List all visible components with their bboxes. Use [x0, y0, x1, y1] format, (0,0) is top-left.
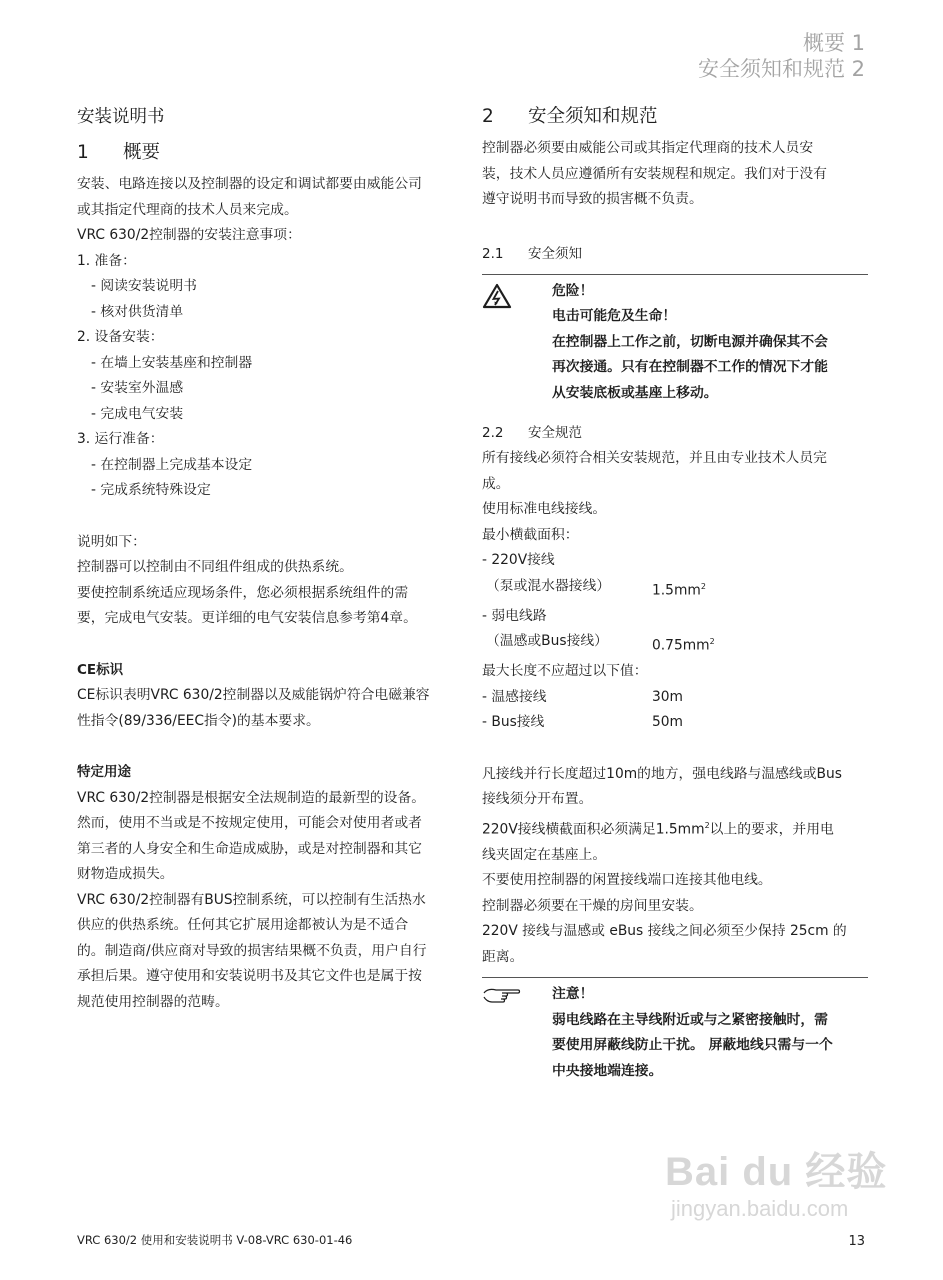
intro-line: 或其指定代理商的技术人员来完成。	[77, 201, 298, 218]
section-2-intro-line: 装，技术人员应遵循所有安装规程和规定。我们对于没有	[482, 165, 827, 182]
subsection-2-1-number: 2.1	[482, 245, 504, 262]
max-row-label: - 温感接线	[482, 688, 547, 705]
use-line: VRC 630/2控制器是根据安全法规制造的最新型的设备。	[77, 789, 426, 806]
section-2-title: 安全须知和规范	[528, 106, 658, 127]
use-line: 的。制造商/供应商对导致的损害结果概不负责，用户自行	[77, 942, 427, 959]
danger-line: 危险！	[552, 282, 594, 299]
rule-line: 接线须分开布置。	[482, 791, 593, 808]
header-chapter-2: 安全须知和规范 2	[697, 57, 865, 81]
right-column	[482, 104, 868, 1084]
subsection-2-1-heading	[482, 241, 868, 267]
step-item: - 安装室外温感	[91, 380, 184, 396]
danger-line: 再次接通。只有在控制器不工作的情况下才能	[552, 359, 828, 375]
step-item: - 在控制器上完成基本设定	[91, 456, 253, 473]
rule-line: 控制器必须要在干燥的房间里安装。	[482, 897, 703, 914]
use-line: 财物造成损失。	[77, 866, 174, 882]
spec-row-weak	[482, 629, 868, 659]
document-title: 安装说明书	[77, 107, 165, 127]
section-1-title: 概要	[123, 142, 161, 163]
subsection-2-2-number: 2.2	[482, 425, 504, 441]
danger-line: 从安装底板或基座上移动。	[552, 384, 718, 401]
cable-weak-value: $0.75mm^2$	[652, 637, 715, 654]
max-row-value: 30m	[652, 688, 683, 705]
ce-line: CE标识表明VRC 630/2控制器以及威能锅炉符合电磁兼容	[77, 687, 430, 703]
note-line: 弱电线路在主导线附近或与之紧密接触时，需	[552, 1011, 828, 1028]
step-item: - 完成系统特殊设定	[91, 482, 211, 498]
intro-line: VRC 630/2控制器的安装注意事项：	[77, 227, 301, 243]
cable-weak-sub: （温感或Bus接线）	[486, 633, 608, 650]
danger-line: 电击可能危及生命！	[552, 308, 677, 324]
footer-doc-id: VRC 630/2 使用和安装说明书 V-08-VRC 630-01-46	[77, 1233, 353, 1247]
section-2-intro-line: 遵守说明书而导致的损害概不负责。	[482, 191, 703, 207]
rule-line: 线夹固定在基座上。	[482, 846, 607, 863]
rule-line: 所有接线必须符合相关安装规范，并且由专业技术人员完	[482, 450, 827, 466]
max-length-title: 最大长度不应超过以下值：	[482, 663, 648, 680]
cable-220-label: - 220V接线	[482, 552, 555, 568]
step-title: 3. 运行准备：	[77, 431, 164, 447]
max-row-value: 50m	[652, 714, 683, 731]
ce-line: 性指令(89/336/EEC指令)的基本要求。	[77, 712, 320, 729]
explain-line: 要使控制系统适应现场条件，您必须根据系统组件的需	[77, 584, 409, 601]
watermark-logo: Bai du 经验	[665, 1150, 888, 1194]
pointing-hand-icon	[482, 986, 522, 1004]
left-column	[77, 104, 462, 1015]
rule-line: 不要使用控制器的闲置接线端口连接其他电线。	[482, 872, 772, 889]
use-line: VRC 630/2控制器有BUS控制系统，可以控制有生活热水	[77, 891, 426, 908]
explain-line: 说明如下：	[77, 533, 146, 550]
note-notice	[482, 982, 868, 1084]
use-line: 供应的供热系统。任何其它扩展用途都被认为是不适合	[77, 917, 409, 933]
rule-line: 成。	[482, 475, 510, 492]
spec-row-bus	[482, 710, 868, 736]
section-1-number: 1	[77, 142, 89, 163]
step-item: - 阅读安装说明书	[91, 278, 197, 294]
rule-line: 220V 接线与温感或 eBus 接线之间必须至少保持 25cm 的	[482, 923, 847, 940]
rule-line: 使用标准电线接线。	[482, 501, 607, 517]
electric-hazard-icon	[482, 283, 512, 309]
section-1-heading	[77, 140, 462, 166]
rule-line: 凡接线并行长度超过10m的地方，强电线路与温感线或Bus	[482, 765, 842, 782]
cable-220-value: $1.5mm^2$	[652, 581, 706, 599]
use-line: 承担后果。遵守使用和安装说明书及其它文件也是属于按	[77, 968, 422, 984]
step-item: - 核对供货清单	[91, 303, 184, 320]
rule-line: 220V接线横截面积必须满足$1.5mm^2$以上的要求，并用电	[482, 820, 834, 838]
step-title: 2. 设备安装：	[77, 329, 164, 345]
header-chapter-1: 概要 1	[802, 31, 865, 55]
step-item: - 完成电气安装	[91, 405, 184, 422]
danger-line: 在控制器上工作之前，切断电源并确保其不会	[552, 333, 828, 350]
intro-line: 安装、电路连接以及控制器的设定和调试都要由威能公司	[77, 176, 422, 192]
explain-line: 控制器可以控制由不同组件组成的供热系统。	[77, 559, 353, 575]
page-number: 13	[848, 1234, 865, 1249]
paw-icon	[753, 1152, 754, 1153]
danger-divider	[482, 274, 868, 275]
step-title: 1. 准备：	[77, 252, 136, 269]
cable-weak-label: - 弱电线路	[482, 607, 547, 624]
intended-use-heading: 特定用途	[77, 764, 131, 780]
subsection-2-1-title: 安全须知	[528, 245, 582, 262]
note-line: 注意！	[552, 986, 594, 1003]
section-2-number: 2	[482, 106, 494, 127]
subsection-2-2-heading	[482, 420, 868, 446]
section-2-heading	[482, 104, 868, 130]
baidu-jingyan-watermark	[665, 1140, 905, 1250]
use-line: 第三者的人身安全和生命造成威胁，或是对控制器和其它	[77, 840, 422, 857]
subsection-2-2-title: 安全规范	[528, 425, 582, 441]
spec-row-220	[482, 574, 868, 604]
use-line: 规范使用控制器的范畴。	[77, 993, 229, 1010]
spec-row-sensor	[482, 685, 868, 711]
note-divider	[482, 977, 868, 978]
ce-heading: CE标识	[77, 661, 124, 678]
note-line: 中央接地端连接。	[552, 1062, 663, 1079]
running-header	[698, 30, 865, 82]
note-line: 要使用屏蔽线防止干扰。 屏蔽地线只需与一个	[552, 1037, 833, 1054]
section-2-intro-line: 控制器必须要由威能公司或其指定代理商的技术人员安	[482, 140, 814, 156]
rule-line: 最小横截面积：	[482, 526, 579, 543]
cable-220-sub: （泵或混水器接线）	[486, 577, 611, 594]
rule-line: 距离。	[482, 948, 524, 965]
watermark-url: jingyan.baidu.com	[671, 1196, 849, 1221]
use-line: 然而，使用不当或是不按规定使用，可能会对使用者或者	[77, 815, 422, 831]
explain-line: 要，完成电气安装。更详细的电气安装信息参考第4章。	[77, 610, 417, 626]
danger-notice	[482, 279, 868, 407]
step-item: - 在墙上安装基座和控制器	[91, 354, 253, 371]
max-row-label: - Bus接线	[482, 714, 545, 731]
